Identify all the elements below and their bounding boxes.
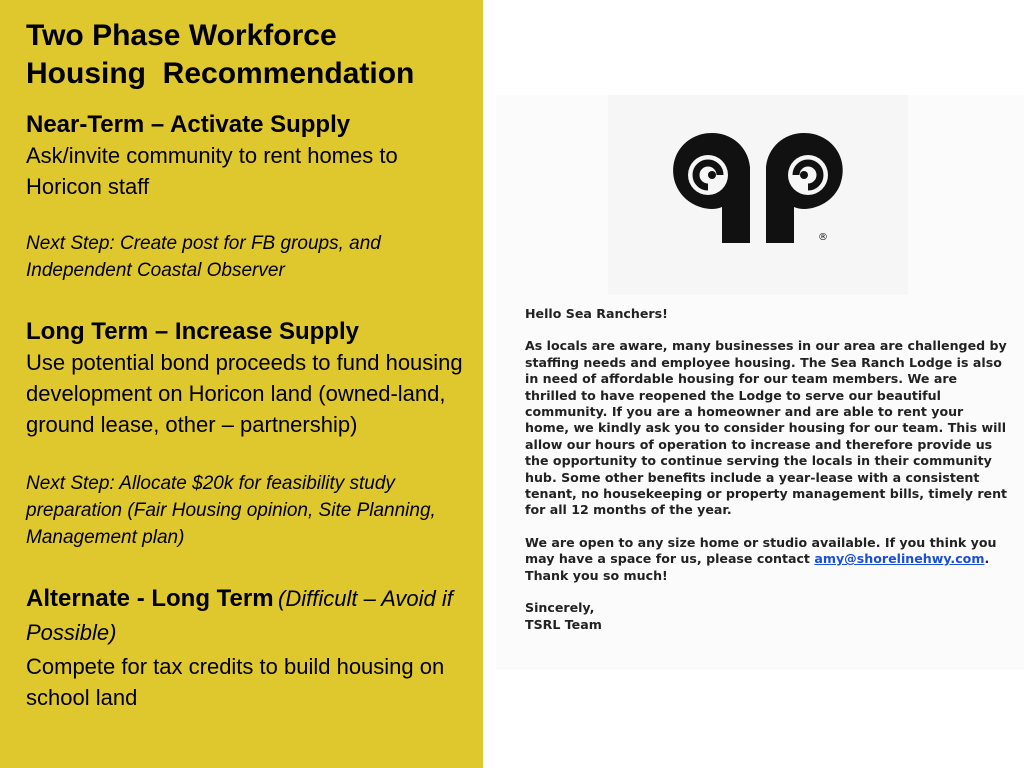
near-term-section	[26, 109, 483, 284]
ram-horns-logo-icon	[608, 95, 908, 295]
letter-body	[525, 306, 1011, 633]
near-term-heading: Near-Term – Activate Supply	[26, 111, 351, 138]
registered-mark: ®	[818, 232, 828, 243]
long-term-section	[26, 316, 483, 551]
recommendation-panel	[0, 0, 483, 768]
letter-paragraph-2	[525, 535, 1011, 584]
email-link[interactable]: amy@shorelinehwy.com	[814, 551, 985, 567]
page-title	[26, 17, 483, 93]
logo-area	[608, 95, 908, 295]
letter-paragraph-2-end: . Thank you so much!	[525, 551, 990, 583]
title-line-1: Two Phase Workforce	[26, 19, 337, 52]
long-term-heading: Long Term – Increase Supply	[26, 318, 359, 345]
near-term-body: Ask/invite community to rent homes to Horicon staff	[26, 143, 398, 199]
alternate-body: Compete for tax credits to build housing on school land	[26, 654, 445, 710]
alternate-section	[26, 583, 483, 713]
letter-closing: Sincerely,	[525, 600, 595, 616]
alternate-note: (Difficult – Avoid if Possible)	[26, 586, 453, 645]
letter-paragraph-1: As locals are aware, many businesses in our area are challenged by staffing needs and employee housing. The Sea Ranch Lodge is also in need of affordable housing for our team members. We are thrilled to have reopened the Lodge to serve our beautiful community. If you are a homeowner and are able to rent your home, we kindly ask you to consider housing for our team. This will allow our hours of operation to increase and therefore provide us the opportunity to continue serving the locals in their community hub. Some other benefits include a year-lease with a consistent tenant, no housekeeping or property management bills, timely rent for all 12 months of the year.	[525, 338, 1008, 518]
long-term-body: Use potential bond proceeds to fund housing development on Horicon land (owned-land, ground lease, other – partnership)	[26, 350, 463, 437]
letter-image	[496, 95, 1024, 670]
letter-greeting: Hello Sea Ranchers!	[525, 306, 668, 321]
alternate-heading: Alternate - Long Term	[26, 585, 274, 612]
letter-paragraph-2-start: We are open to any size home or studio available. If you think you may have a space for us, please contact	[525, 534, 997, 567]
long-term-next-step: Next Step: Allocate $20k for feasibility study preparation (Fair Housing opinion, Site Planning, Management plan)	[26, 473, 436, 548]
title-line-2: Housing Recommendation	[26, 57, 415, 90]
near-term-next-step: Next Step: Create post for FB groups, and Independent Coastal Observer	[26, 233, 381, 281]
letter-signature: TSRL Team	[525, 616, 602, 632]
